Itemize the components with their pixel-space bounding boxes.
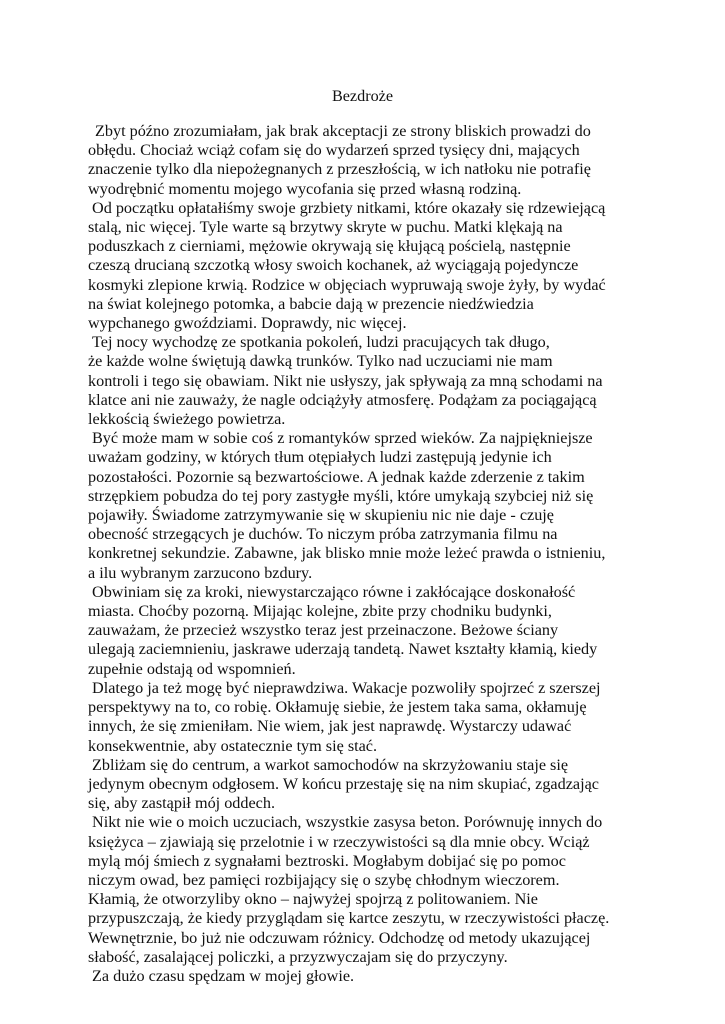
text-line: Za dużo czasu spędzam w mojej głowie.	[92, 966, 355, 985]
text-line: Obwiniam się za kroki, niewystarczająco równe i zakłócające doskonałość	[92, 582, 576, 601]
text-line: uważam godziny, w których tłum otępiałych ludzi zastępują jedynie ich	[88, 448, 552, 467]
paragraph	[88, 429, 648, 583]
paragraph	[88, 333, 648, 429]
text-line: kontroli i tego się obawiam. Nikt nie usłyszy, jak spływają za mną schodami na	[88, 371, 603, 390]
text-line: słabość, zasalającej policzki, a przyzwyczajam się do przyczyny.	[88, 947, 508, 966]
text-line: wyodrębnić momentu mojego wycofania się przed własną rodziną.	[88, 179, 522, 198]
text-line: pozostałości. Pozornie są bezwartościowe. A jednak każde zderzenie z takim	[88, 467, 585, 486]
text-line: konsekwentnie, aby ostatecznie tym się stać.	[88, 736, 378, 755]
text-line: obecność strzegących je duchów. To niczym próba zatrzymania filmu na	[88, 525, 558, 544]
text-line: miasta. Choćby pozorną. Mijając kolejne, zbite przy chodniku budynki,	[88, 602, 552, 621]
text-line: znaczenie tylko dla niepożegnanych z przeszłością, w ich natłoku nie potrafię	[88, 160, 591, 179]
text-line: Zbyt późno zrozumiałam, jak brak akceptacji ze strony bliskich prowadzi do	[95, 122, 591, 140]
text-line: Wewnętrznie, bo już nie odczuwam różnicy. Odchodzę od metody ukazującej	[88, 928, 591, 947]
text-line: Od początku opłatałiśmy swoje grzbiety nitkami, które okazały się rdzewiejącą	[92, 198, 606, 217]
text-line: Być może mam w sobie coś z romantyków sprzed wieków. Za najpiękniejsze	[92, 429, 593, 448]
text-line: Kłamią, że otworzyliby okno – najwyżej spojrzą z politowaniem. Nie	[88, 890, 538, 909]
text-line: klatce ani nie zauważy, że nagle odciążyły atmosferę. Podążam za pociągającą	[88, 390, 597, 409]
text-line: że każde wolne świętują dawką trunków. Tylko nad uczuciami nie mam	[88, 352, 553, 371]
text-line: Dlatego ja też mogę być nieprawdziwa. Wakacje pozwoliły spojrzeć z szerszej	[92, 678, 601, 697]
text-line: perspektywy na to, co robię. Okłamuję siebie, że jestem taka sama, okłamuję	[88, 698, 587, 717]
document-body	[88, 122, 648, 986]
text-line: innych, że się zmieniłam. Nie wiem, jak jest naprawdę. Wystarczy udawać	[88, 717, 572, 736]
text-line: stalą, nic więcej. Tyle warte są brzytwy skryte w puchu. Matki klękają na	[88, 218, 563, 237]
text-line: konkretnej sekundzie. Zabawne, jak blisko mnie może leżeć prawda o istnieniu,	[88, 544, 606, 563]
text-line: a ilu wybranym zarzucono bzdury.	[88, 563, 313, 582]
text-line: obłędu. Chociaż wciąż cofam się do wydarzeń sprzed tysięcy dni, mających	[88, 141, 580, 160]
paragraph	[88, 813, 648, 967]
text-line: pojawiły. Świadome zatrzymywanie się w skupieniu nic nie daje - czuję	[88, 506, 554, 525]
text-line: Zbliżam się do centrum, a warkot samochodów na skrzyżowaniu staje się	[92, 755, 569, 774]
paragraph	[88, 967, 648, 986]
document-title: Bezdroże	[331, 87, 394, 105]
text-line: przypuszczają, że kiedy przyglądam się kartce zeszytu, w rzeczywistości płaczę.	[88, 909, 610, 928]
text-line: niczym owad, bez pamięci rozbijający się o szybę chłodnym wieczorem.	[88, 870, 560, 889]
text-line: zupełnie odstają od wspomnień.	[88, 659, 296, 678]
text-line: jedynym obecnym odgłosem. W końcu przestaję się na nim skupiać, zgadzając	[88, 774, 599, 793]
text-line: na świat kolejnego potomka, a babcie dają w prezencie niedźwiedzia	[88, 294, 534, 313]
text-line: Tej nocy wychodzę ze spotkania pokoleń, ludzi pracujących tak długo,	[92, 333, 550, 352]
paragraph	[88, 583, 648, 679]
text-line: się, aby zastąpił mój oddech.	[88, 794, 276, 813]
text-line: Nikt nie wie o moich uczuciach, wszystkie zasysa beton. Porównuję innych do	[92, 813, 603, 832]
text-line: mylą mój śmiech z sygnałami beztroski. Mogłabym dobijać się po pomoc	[88, 851, 566, 870]
text-line: kosmyki zlepione krwią. Rodzice w objęciach wypruwają swoje żyły, by wydać	[88, 275, 606, 294]
text-line: ulegają zaciemnieniu, jaskrawe uderzają tandetą. Nawet kształty kłamią, kiedy	[88, 640, 598, 659]
paragraph	[88, 756, 648, 814]
text-line: czeszą drucianą szczotką włosy swoich kochanek, aż wyciągają pojedyncze	[88, 256, 579, 275]
paragraph	[88, 122, 648, 199]
text-line: lekkością świeżego powietrza.	[88, 410, 286, 429]
paragraph	[88, 199, 648, 333]
paragraph	[88, 679, 648, 756]
text-line: poduszkach z cierniami, mężowie okrywają się kłującą pościelą, następnie	[88, 237, 571, 256]
text-line: wypchanego gwoździami. Doprawdy, nic więcej.	[88, 314, 407, 333]
text-line: strzępkiem pobudza do tej pory zastygłe myśli, które umykają szybciej niż się	[88, 486, 594, 505]
text-line: zauważam, że przecież wszystko teraz jest przeinaczone. Beżowe ściany	[88, 621, 559, 640]
text-line: księżyca – zjawiają się przelotnie i w rzeczywistości są dla mnie obcy. Wciąż	[88, 832, 590, 851]
